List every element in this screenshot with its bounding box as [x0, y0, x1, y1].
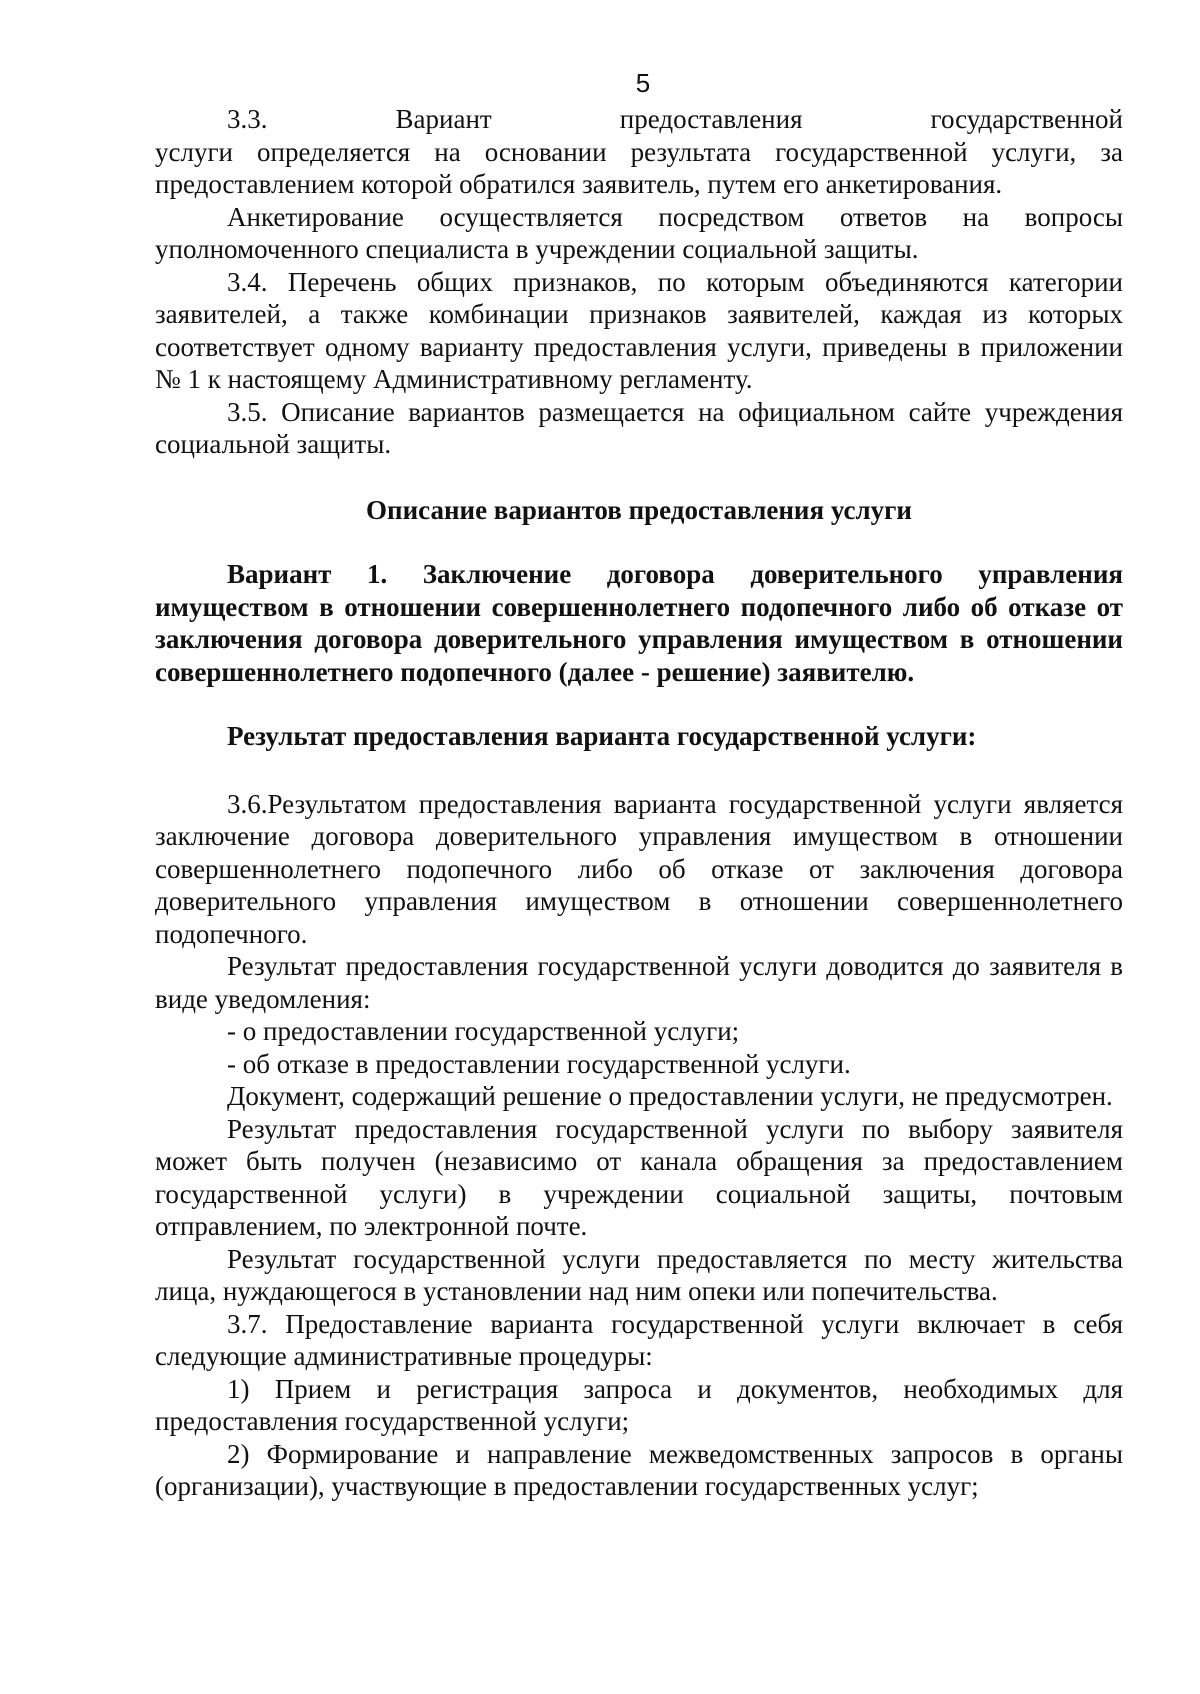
document-body	[155, 103, 1123, 1503]
page-number: 5	[635, 68, 651, 98]
list-item: - о предоставлении государственной услуги;	[227, 1016, 740, 1046]
variant-1-title: Вариант 1. Заключение договора доверительного управления имуществом в отношении совершеннолетнего подопечного либо об отказе от заключения договора доверительного управления имуществом в отношении совершеннолетнего подопечного (далее - решение) заявителю.	[155, 559, 1123, 687]
paragraph-document: Документ, содержащий решение о предоставлении услуги, не предусмотрен.	[227, 1081, 1113, 1111]
paragraph-result-notification: Результат предоставления государственной услуги доводится до заявителя в виде уведомления:	[155, 951, 1123, 1014]
paragraph-3-5: 3.5. Описание вариантов размещается на официальном сайте учреждения социальной защиты.	[155, 396, 1123, 459]
section-3-3-word: государственной	[930, 104, 1123, 134]
result-title: Результат предоставления варианта государственной услуги:	[227, 721, 977, 751]
procedure-item: 1) Прием и регистрация запроса и документов, необходимых для предоставления государственной услуги;	[155, 1373, 1123, 1436]
section-3-3-word: 3.3.	[227, 104, 268, 134]
section-3-3-word: Вариант	[395, 104, 492, 134]
paragraph-result-delivery: Результат предоставления государственной услуги по выбору заявителя может быть получен (независимо от канала обращения за предоставлением государственной услуги) в учреждении социальной защиты, почтовым отправлением, по электронной почте.	[155, 1113, 1123, 1241]
section-3-3-first-line	[155, 103, 1123, 136]
section-3-3-word: предоставления	[619, 104, 803, 134]
section-3-3-text: услуги определяется на основании результата государственной услуги, за предоставлением которой обратился заявитель, путем его анкетирования.	[155, 136, 1123, 199]
paragraph-3-6: 3.6.Результатом предоставления варианта государственной услуги является заключение договора доверительного управления имуществом в отношении совершеннолетнего подопечного либо об отказе от заключения договора доверительного управления имуществом в отношении совершеннолетнего подопечного.	[155, 788, 1123, 949]
section-heading: Описание вариантов предоставления услуги	[366, 494, 912, 525]
paragraph-3-7: 3.7. Предоставление варианта государственной услуги включает в себя следующие административные процедуры:	[155, 1308, 1123, 1371]
list-item: - об отказе в предоставлении государственной услуги.	[227, 1048, 851, 1079]
paragraph-3-4: 3.4. Перечень общих признаков, по которым объединяются категории заявителей, а также комбинации признаков заявителей, каждая из которых соответствует одному варианту предоставления услуги, приведены в приложении № 1 к настоящему Административному регламенту.	[155, 266, 1123, 394]
paragraph-survey: Анкетирование осуществляется посредством ответов на вопросы уполномоченного специалиста в учреждении социальной защиты.	[155, 201, 1123, 264]
paragraph-result-location: Результат государственной услуги предоставляется по месту жительства лица, нуждающегося в установлении над ним опеки или попечительства.	[155, 1243, 1123, 1306]
procedure-item: 2) Формирование и направление межведомственных запросов в органы (организации), участвующие в предоставлении государственных услуг;	[155, 1438, 1123, 1501]
